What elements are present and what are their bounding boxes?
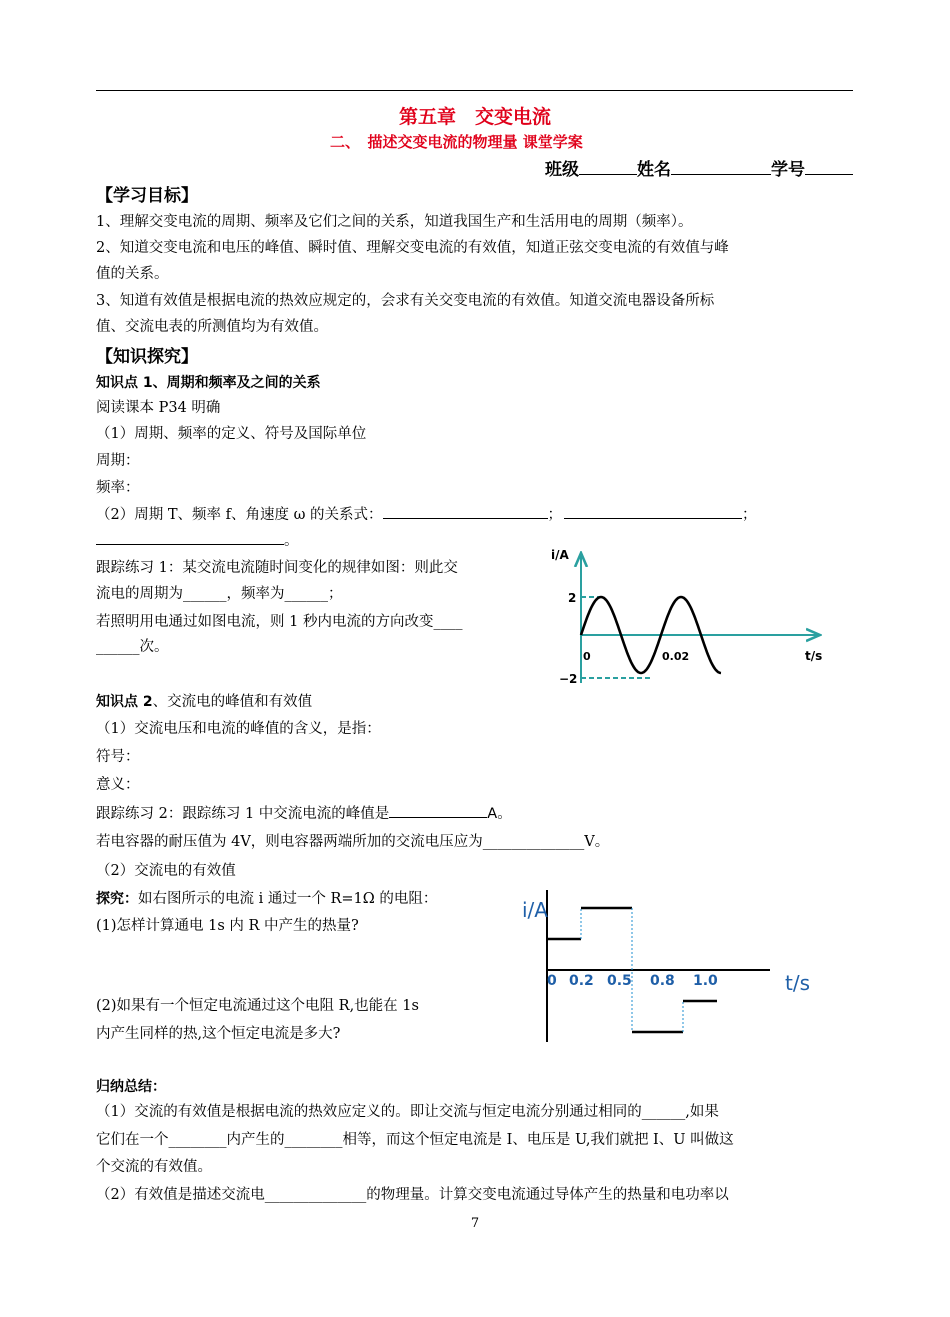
probe-text: 如右图所示的电流 i 通过一个 R=1Ω 的电阻： — [138, 891, 438, 907]
class-label: 班级 — [545, 160, 579, 180]
lesson-title: 二、 描述交变电流的物理量 课堂学案 — [330, 133, 583, 151]
kp2-title — [96, 688, 312, 716]
probe-question-2: (2)如果有一个恒定电流通过这个电阻 R,也能在 1s — [96, 998, 419, 1014]
exercise-2-text: 跟踪练习 2：跟踪练习 1 中交流电流的峰值是 — [96, 806, 390, 822]
symbol-label: 符号： — [96, 749, 140, 765]
header-rule — [96, 90, 853, 91]
name-blank[interactable] — [671, 158, 771, 175]
id-blank[interactable] — [805, 158, 853, 175]
chapter-title: 第五章 交变电流 — [398, 106, 551, 128]
exercise-1-line: 若照明用电通过如图电流，则 1 秒内电流的方向改变____ — [96, 614, 463, 630]
square-current-chart — [515, 890, 820, 1050]
goal-item: 2、知道交变电流和电压的峰值、瞬时值、理解交变电流的有效值，知道正弦交变电流的有效值与峰 — [96, 240, 729, 256]
summary-line: （2）有效值是描述交流电______________的物理量。计算交变电流通过导体产生的热量和电功率以 — [96, 1187, 729, 1203]
sine-current-chart — [545, 543, 835, 688]
goal-item: 3、知道有效值是根据电流的热效应规定的，会求有关交变电流的有效值。知道交流电器设备所标 — [96, 293, 715, 309]
exercise-1-line: 跟踪练习 1：某交流电流随时间变化的规律如图：则此交 — [96, 560, 458, 576]
kp2-question-2: （2）交流电的有效值 — [96, 863, 236, 879]
exercise-1-line: 流电的周期为______，频率为______； — [96, 586, 343, 602]
y-axis-label: i/A — [522, 898, 548, 922]
summary-line: （1）交流的有效值是根据电流的热效应定义的。即让交流与恒定电流分别通过相同的______,如果 — [96, 1104, 719, 1120]
end-mark: 。 — [284, 533, 299, 549]
goals-heading: 【学习目标】 — [96, 186, 198, 206]
x-tick-label: 1.0 — [693, 973, 718, 989]
goal-item: 值的关系。 — [96, 266, 169, 282]
id-label: 学号 — [771, 160, 805, 180]
y-tick-label: 2 — [568, 591, 577, 605]
x-axis-label: t/s — [805, 649, 823, 663]
exercise-2-line — [96, 800, 512, 828]
period-label: 周期： — [96, 453, 140, 469]
kp2-title-bold: 知识点 2 — [96, 694, 153, 710]
kp2-title-rest: 、交流电的峰值和有效值 — [152, 694, 313, 710]
kp2-question-1: （1）交流电压和电流的峰值的含义，是指： — [96, 721, 381, 737]
x-tick-label: 0.5 — [607, 973, 632, 989]
goal-item: 1、理解交变电流的周期、频率及它们之间的关系，知道我国生产和生活用电的周期（频率）。 — [96, 214, 693, 230]
kp1-question-1: （1）周期、频率的定义、符号及国际单位 — [96, 426, 367, 442]
class-blank[interactable] — [579, 158, 637, 175]
x-tick-label: 0 — [583, 650, 591, 663]
probe-label: 探究： — [96, 891, 138, 907]
exercise-2-line: 若电容器的耐压值为 4V，则电容器两端所加的交流电压应为______________V。 — [96, 834, 610, 850]
page-number: 7 — [470, 1216, 480, 1231]
freq-label: 频率： — [96, 480, 140, 496]
goal-item: 值、交流电表的所测值均为有效值。 — [96, 319, 328, 335]
explore-heading: 【知识探究】 — [96, 347, 198, 367]
y-axis-label: i/A — [551, 548, 569, 562]
probe-question-2: 内产生同样的热,这个恒定电流是多大? — [96, 1026, 341, 1042]
kp1-question-2 — [96, 501, 757, 529]
summary-line: 它们在一个________内产生的________相等，而这个恒定电流是 I、电压是 U,我们就把 I、U 叫做这 — [96, 1132, 734, 1148]
separator: ； — [547, 507, 563, 523]
exercise-1-line: ______次。 — [96, 639, 169, 655]
relation-blank-3[interactable] — [96, 528, 284, 545]
probe-question-1: (1)怎样计算通电 1s 内 R 中产生的热量? — [96, 918, 359, 934]
x-axis-label: t/s — [785, 971, 810, 995]
peak-blank[interactable] — [389, 801, 487, 818]
relation-blank-2[interactable] — [564, 502, 742, 519]
separator: ； — [742, 507, 757, 523]
x-tick-label: 0.2 — [569, 973, 594, 989]
summary-line: 个交流的有效值。 — [96, 1159, 212, 1175]
q2-text: （2）周期 T、频率 f、角速度 ω 的关系式： — [96, 507, 383, 523]
student-info-line — [545, 155, 853, 180]
y-tick-label: −2 — [559, 672, 578, 686]
summary-heading: 归纳总结： — [96, 1079, 166, 1095]
probe-line — [96, 885, 437, 913]
x-tick-label: 0 — [547, 973, 557, 989]
x-tick-label: 0.8 — [650, 973, 675, 989]
peak-unit: A。 — [487, 806, 512, 822]
meaning-label: 意义： — [96, 777, 140, 793]
x-tick-label: 0.02 — [662, 650, 690, 663]
read-text: 阅读课本 P34 明确 — [96, 400, 221, 416]
relation-blank-1[interactable] — [383, 502, 548, 519]
relation-line-3 — [96, 527, 299, 555]
kp1-title: 知识点 1、周期和频率及之间的关系 — [96, 375, 321, 391]
name-label: 姓名 — [637, 160, 671, 180]
